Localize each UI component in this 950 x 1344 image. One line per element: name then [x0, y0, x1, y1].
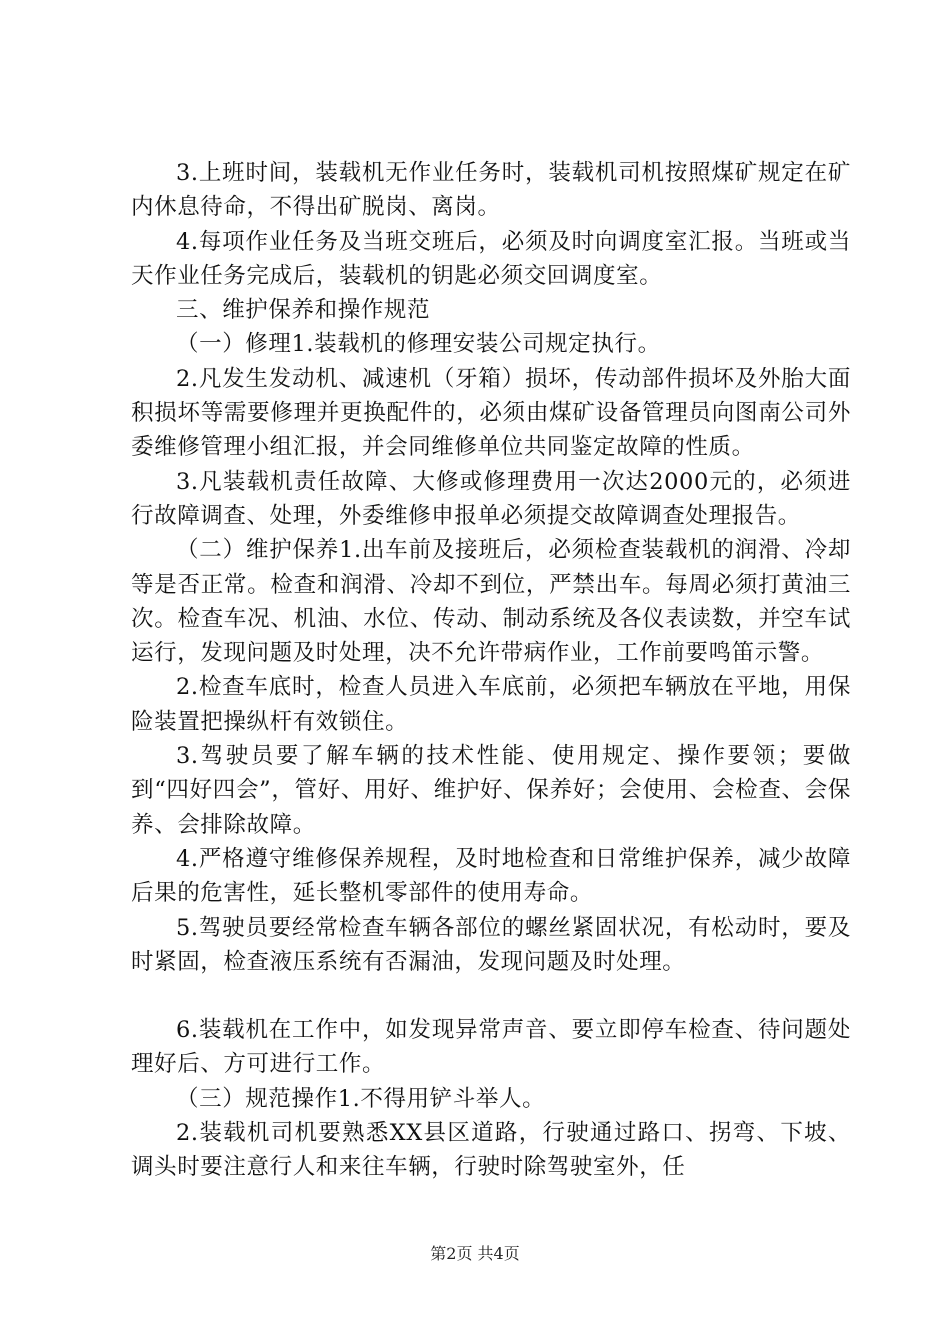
- paragraph: 2.凡发生发动机、减速机（牙箱）损坏，传动部件损坏及外胎大面积损坏等需要修理并更换配件的，必须由煤矿设备管理员向图南公司外委维修管理小组汇报，并会同维修单位共同鉴定故障的性质。: [131, 365, 851, 461]
- paragraph: 3.驾驶员要了解车辆的技术性能、使用规定、操作要领；要做到“四好四会”，管好、用好、维护好、保养好；会使用、会检查、会保养、会排除故障。: [131, 743, 851, 838]
- section-heading: 三、维护保养和操作规范: [176, 297, 431, 324]
- paragraph: （三）规范操作1.不得用铲斗举人。: [176, 1085, 546, 1112]
- paragraph: 6.装载机在工作中，如发现异常声音、要立即停车检查、待问题处理好后、方可进行工作。: [131, 1017, 851, 1078]
- paragraph: （一）修理1.装载机的修理安装公司规定执行。: [176, 331, 661, 358]
- paragraph: 4.每项作业任务及当班交班后，必须及时向调度室汇报。当班或当天作业任务完成后，装载机的钥匙必须交回调度室。: [131, 228, 851, 289]
- paragraph: 5.驾驶员要经常检查车辆各部位的螺丝紧固状况，有松动时，要及时紧固，检查液压系统有否漏油，发现问题及时处理。: [131, 914, 851, 975]
- paragraph: 3.上班时间，装载机无作业任务时，装载机司机按照煤矿规定在矿内休息待命，不得出矿脱岗、离岗。: [131, 160, 851, 221]
- paragraph: 2.装载机司机要熟悉XX县区道路，行驶通过路口、拐弯、下坡、调头时要注意行人和来往车辆，行驶时除驾驶室外，任: [131, 1120, 851, 1181]
- paragraph: （二）维护保养1.出车前及接班后，必须检查装载机的润滑、冷却等是否正常。检查和润滑、冷却不到位，严禁出车。每周必须打黄油三次。检查车况、机油、水位、传动、制动系统及各仪表读数，并空车试运行，发现问题及时处理，决不允许带病作业，工作前要鸣笛示警。: [131, 537, 851, 667]
- paragraph: 4.严格遵守维修保养规程，及时地检查和日常维护保养，减少故障后果的危害性，延长整机零部件的使用寿命。: [131, 845, 851, 907]
- page-footer: 第2页 共4页: [430, 1244, 520, 1263]
- document-body: [131, 156, 851, 1185]
- paragraph: 3.凡装载机责任故障、大修或修理费用一次达2000元的，必须进行故障调查、处理，外委维修申报单必须提交故障调查处理报告。: [131, 468, 851, 529]
- paragraph: 2.检查车底时，检查人员进入车底前，必须把车辆放在平地，用保险装置把操纵杆有效锁住。: [131, 674, 851, 735]
